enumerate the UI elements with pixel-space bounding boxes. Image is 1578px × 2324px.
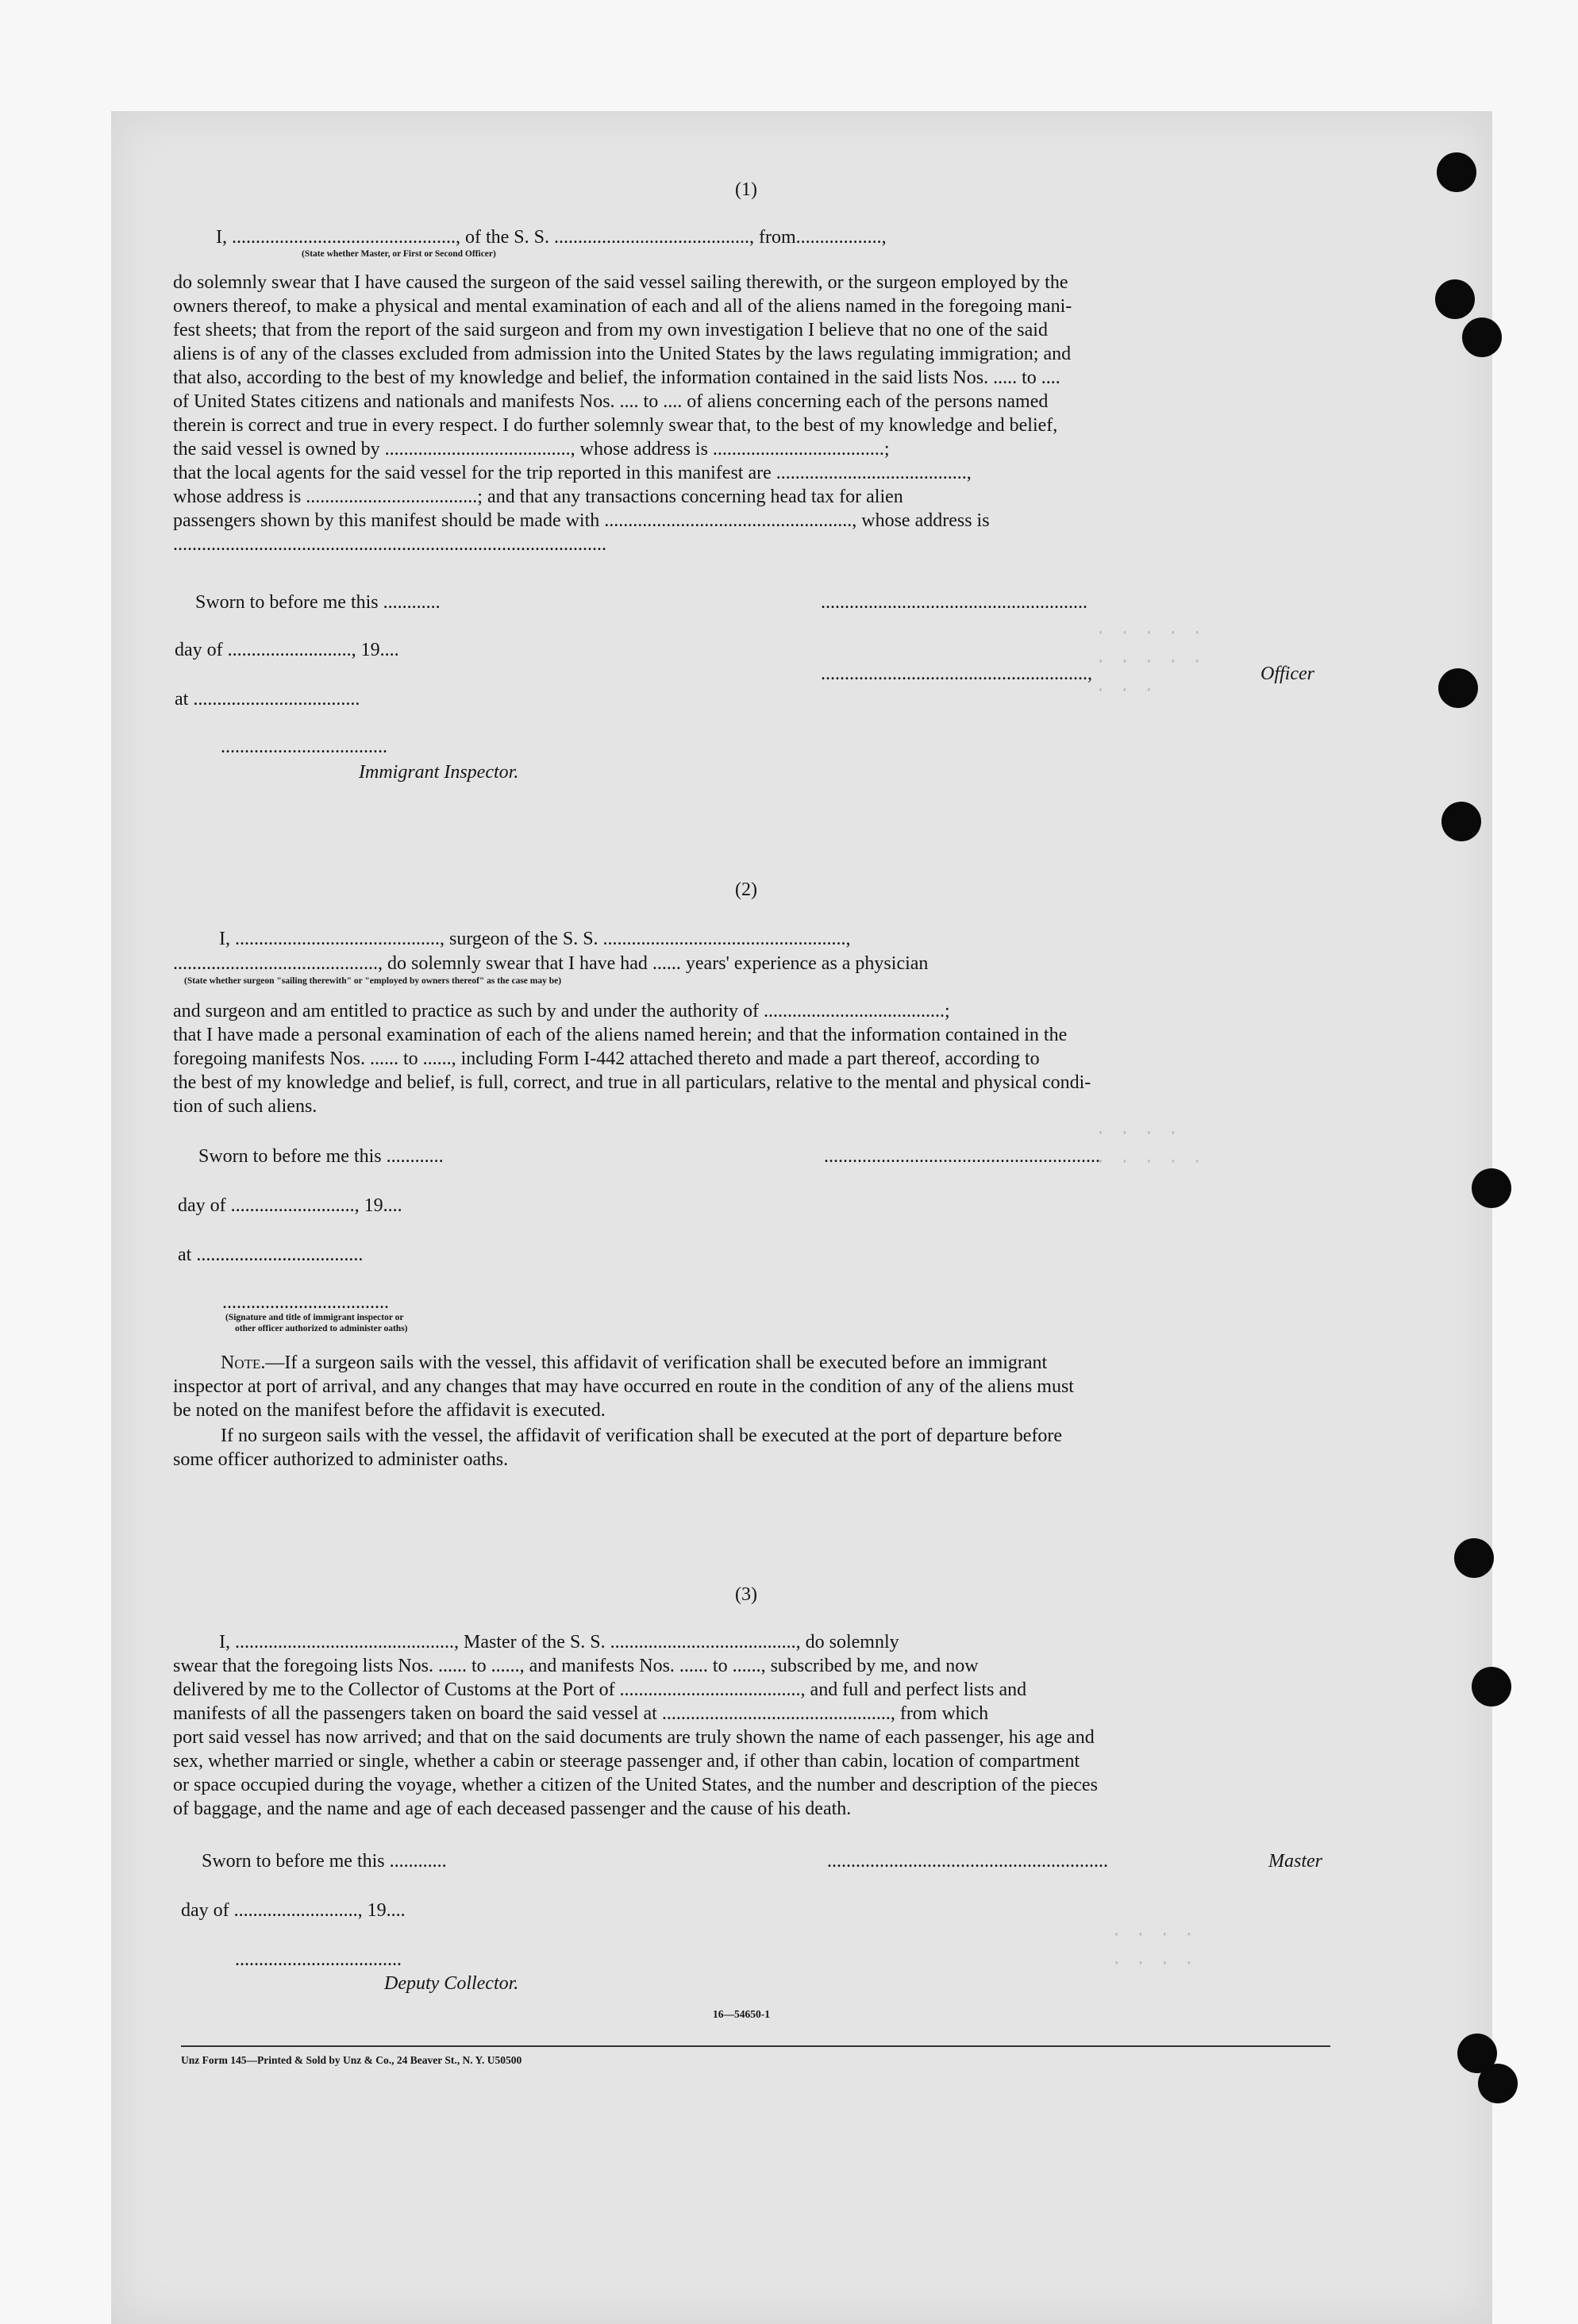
binder-hole <box>1437 152 1476 192</box>
s3-sworn: Sworn to before me this ............ <box>202 1851 447 1872</box>
s1-body-line: that also, according to the best of my knowledge and belief, the information contained in the said lists Nos. ..... to .... <box>173 367 1060 388</box>
s1-body-line: passengers shown by this manifest should be made with ...................................................., whose address is <box>173 510 990 531</box>
s1-at: at ................................... <box>175 689 360 710</box>
s2-day: day of .........................., 19.... <box>178 1195 402 1216</box>
form-code: 16—54650-1 <box>713 2008 770 2020</box>
bleed-through: · · · · · · · · · · · · · <box>1095 623 1204 700</box>
section-3-number: (3) <box>735 1584 757 1605</box>
s2-note-text: —If a surgeon sails with the vessel, this affidavit of verification shall be executed before an immigrant <box>265 1352 1048 1373</box>
binder-hole <box>1472 1168 1511 1208</box>
s2-body-line: the best of my knowledge and belief, is full, correct, and true in all particulars, relative to the mental and physical condi- <box>173 1072 1091 1093</box>
s1-body-line: of United States citizens and nationals and manifests Nos. .... to .... of aliens concerning each of the persons named <box>173 391 1049 412</box>
s3-body-line: port said vessel has now arrived; and that on the said documents are truly shown the name of each passenger, his age and <box>173 1727 1095 1748</box>
s3-sig-line: ................................... <box>235 1949 402 1970</box>
s1-body-line: aliens is of any of the classes excluded from admission into the United States by the laws regulating immigration; and <box>173 344 1072 364</box>
s1-body-line: that the local agents for the said vessel for the trip reported in this manifest are ........................................, <box>173 463 972 483</box>
s3-master-label: Master <box>1268 1851 1322 1872</box>
footer-rule <box>181 2045 1330 2047</box>
s2-note-line: some officer authorized to administer oaths. <box>173 1449 509 1470</box>
s1-line1-note: (State whether Master, or First or Second Officer) <box>302 249 496 259</box>
s1-paragraph <box>173 271 1332 556</box>
s2-at: at ................................... <box>178 1245 364 1265</box>
section-1-number: (1) <box>735 179 757 200</box>
s1-officer-line2: ........................................................, <box>821 664 1092 684</box>
binder-hole <box>1472 1667 1511 1706</box>
s2-body-line: foregoing manifests Nos. ...... to ......, including Form I-442 attached thereto and made a part thereof, according to <box>173 1048 1040 1069</box>
s1-line1: I, ..............................................., of the S. S. ........................................., from.................., <box>216 227 887 248</box>
s1-body-line: fest sheets; that from the report of the said surgeon and from my own investigation I believe that no one of the said <box>173 320 1048 341</box>
s2-note-line: be noted on the manifest before the affidavit is executed. <box>173 1400 606 1421</box>
s1-officer-label: Officer <box>1260 664 1314 684</box>
section-2-number: (2) <box>735 879 757 900</box>
s2-line2-note: (State whether surgeon "sailing therewith" or "employed by owners thereof" as the case may be) <box>184 976 562 986</box>
s1-body-line: therein is correct and true in every respect. I do further solemnly swear that, to the best of my knowledge and belief, <box>173 415 1058 436</box>
s2-body-line: tion of such aliens. <box>173 1096 318 1117</box>
s1-sig-line: ................................... <box>221 737 387 757</box>
s2-note-line: If no surgeon sails with the vessel, the affidavit of verification shall be executed at the port of departure before <box>221 1426 1063 1446</box>
binder-hole <box>1478 2064 1518 2103</box>
s1-body-line: do solemnly swear that I have caused the surgeon of the said vessel sailing therewith, or the surgeon employed by the <box>173 272 1068 293</box>
s1-body-line: owners thereof, to make a physical and mental examination of each and all of the aliens named in the foregoing mani- <box>173 296 1072 317</box>
s2-note-line: inspector at port of arrival, and any changes that may have occurred en route in the condition of any of the aliens must <box>173 1376 1074 1397</box>
s2-body-line: that I have made a personal examination of each of the aliens named herein; and that the information contained in the <box>173 1025 1068 1045</box>
s2-surgeon-line: .......................................................... <box>824 1146 1100 1167</box>
s3-body-line: of baggage, and the name and age of each deceased passenger and the cause of his death. <box>173 1799 852 1819</box>
s3-body-line: or space occupied during the voyage, whether a citizen of the United States, and the number and description of the pieces <box>173 1775 1098 1795</box>
s2-sworn: Sworn to before me this ............ <box>198 1146 444 1167</box>
s2-note-head: Note. <box>221 1352 266 1373</box>
s2-line2: ..........................................., do solemnly swear that I have had ...... years' experience as a physician <box>173 953 929 974</box>
s3-body-line: I, .............................................., Master of the S. S. ......................................., do solemnly <box>219 1632 899 1653</box>
s1-inspector-label: Immigrant Inspector. <box>359 762 519 783</box>
binder-hole <box>1441 802 1481 841</box>
binder-hole <box>1438 668 1478 708</box>
bleed-through: · · · · · · · · <box>1111 1925 1196 1973</box>
s2-paragraph <box>173 999 1332 1118</box>
s2-body-line: and surgeon and am entitled to practice as such by and under the authority of ......................................; <box>173 1001 950 1022</box>
s3-day: day of .........................., 19.... <box>181 1900 406 1921</box>
s1-sworn: Sworn to before me this ............ <box>195 592 441 613</box>
binder-hole <box>1454 1538 1494 1578</box>
s3-body-line: sex, whether married or single, whether a cabin or steerage passenger and, if other than cabin, location of compartment <box>173 1751 1080 1772</box>
bleed-through: · · · · · · · · · <box>1095 1123 1204 1172</box>
s3-body-line: delivered by me to the Collector of Customs at the Port of ......................................, and full and perfect lists and <box>173 1680 1027 1700</box>
s2-sig-line: ................................... <box>222 1292 389 1313</box>
s3-collector-label: Deputy Collector. <box>384 1973 519 1994</box>
s1-day: day of .........................., 19.... <box>175 640 399 660</box>
printer-footer: Unz Form 145—Printed & Sold by Unz & Co., 24 Beaver St., N. Y. U50500 <box>181 2054 522 2066</box>
s2-sig-note: (Signature and title of immigrant inspector or <box>225 1313 404 1322</box>
s3-master-line: ........................................................... <box>827 1851 1108 1872</box>
s3-body-line: swear that the foregoing lists Nos. ...... to ......, and manifests Nos. ...... to ......, subscribed by me, and now <box>173 1656 979 1676</box>
s2-note-line <box>221 1351 1047 1375</box>
s1-body-line: ........................................................................................... <box>173 534 606 555</box>
s2-sig-note: other officer authorized to administer oaths) <box>235 1324 408 1333</box>
s1-body-line: the said vessel is owned by ......................................., whose address is ....................................; <box>173 439 890 460</box>
binder-hole <box>1462 317 1502 357</box>
s1-officer-line: ........................................................ <box>821 592 1087 613</box>
s3-body-line: manifests of all the passengers taken on board the said vessel at ................................................, from which <box>173 1703 989 1724</box>
binder-hole <box>1435 279 1475 319</box>
s1-body-line: whose address is ....................................; and that any transactions concerning head tax for alien <box>173 487 903 507</box>
s2-line1: I, ..........................................., surgeon of the S. S. ..................................................., <box>219 929 851 949</box>
s3-paragraph <box>173 1630 1332 1821</box>
